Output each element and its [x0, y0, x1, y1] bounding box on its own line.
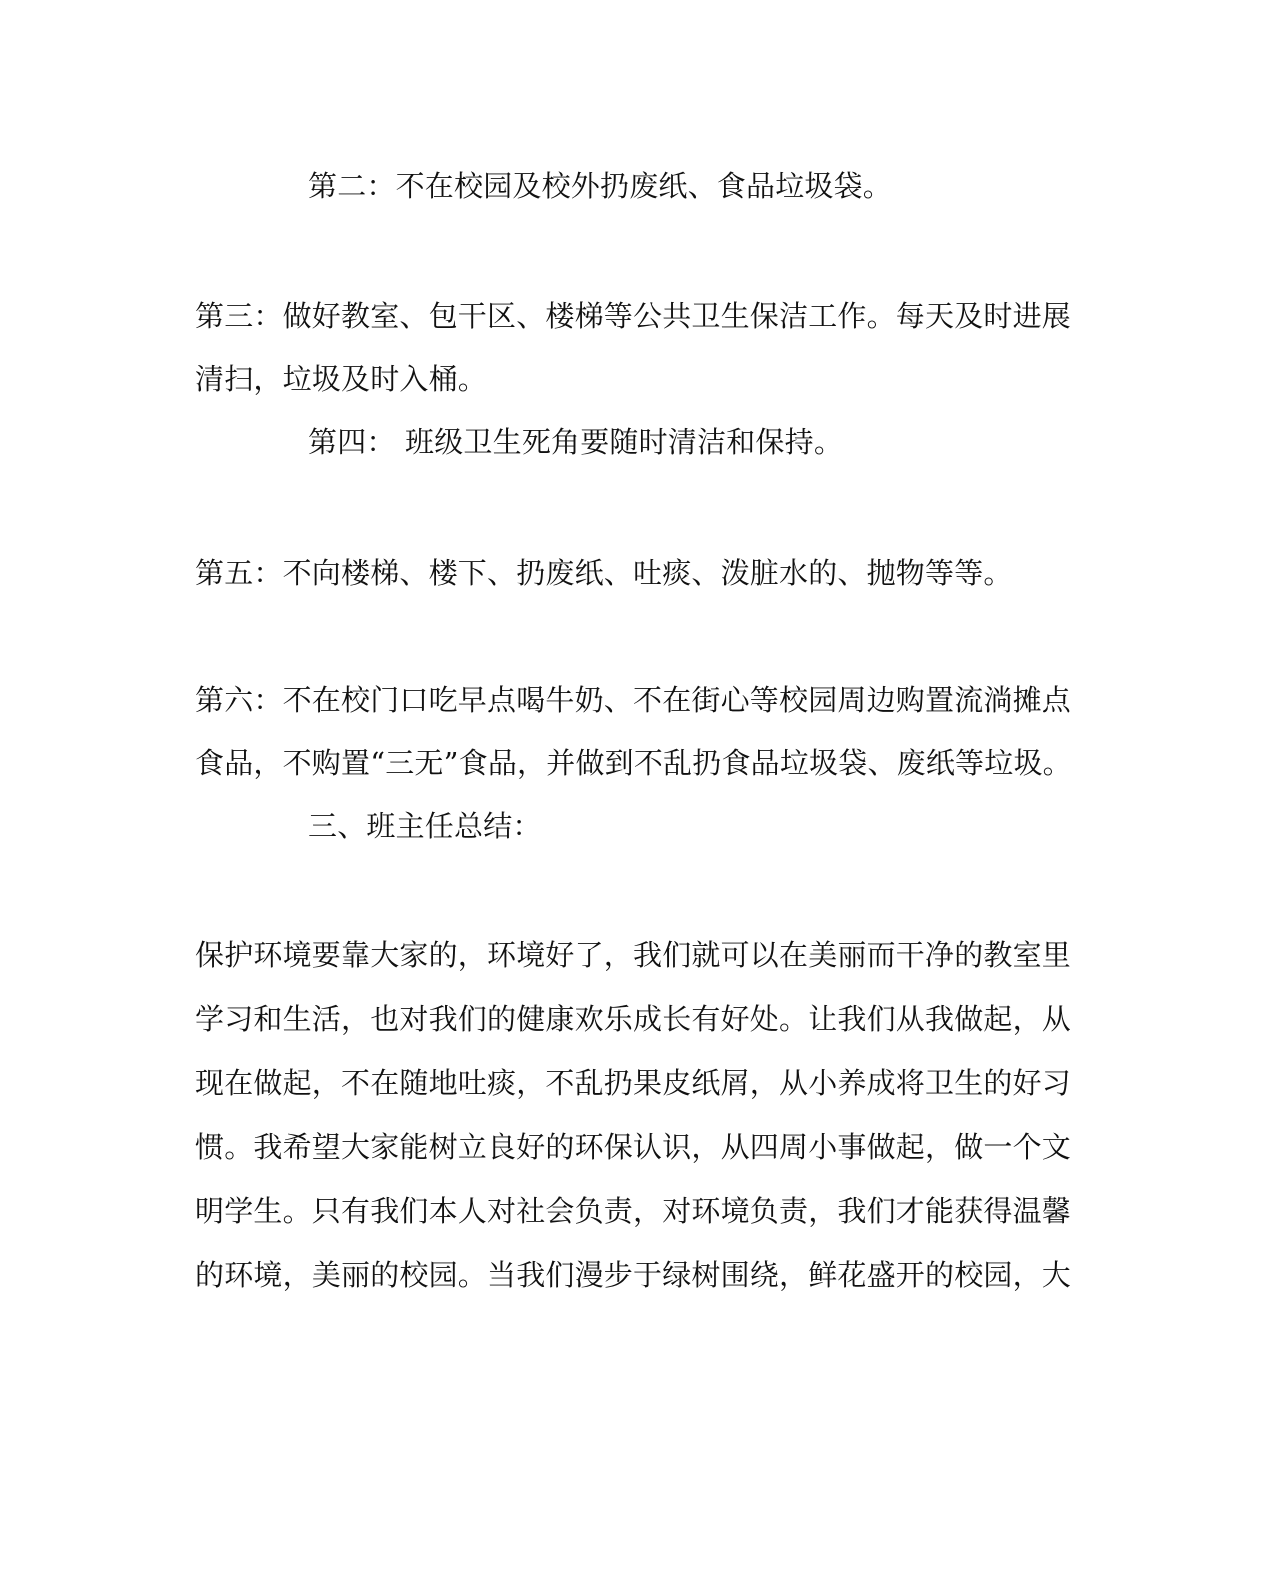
paragraph-line: 明学生。只有我们本人对社会负责，对环境负责，我们才能获得温馨 [195, 1194, 1072, 1228]
paragraph-line: 第三：做好教室、包干区、楼梯等公共卫生保洁工作。每天及时进展 [195, 299, 1072, 333]
paragraph-line: 现在做起，不在随地吐痰，不乱扔果皮纸屑，从小养成将卫生的好习 [195, 1066, 1072, 1100]
section-heading: 三、班主任总结： [308, 809, 542, 843]
paragraph-line: 的环境，美丽的校园。当我们漫步于绿树围绕，鲜花盛开的校园，大 [195, 1258, 1072, 1292]
paragraph-line: 食品，不购置“三无”食品，并做到不乱扔食品垃圾袋、废纸等垃圾。 [195, 746, 1072, 780]
paragraph-line: 第五：不向楼梯、楼下、扔废纸、吐痰、泼脏水的、抛物等等。 [195, 556, 1013, 590]
paragraph-line: 第四： 班级卫生死角要随时清洁和保持。 [308, 425, 844, 459]
paragraph-line: 保护环境要靠大家的，环境好了，我们就可以在美丽而干净的教室里 [195, 938, 1072, 972]
paragraph-line: 清扫，垃圾及时入桶。 [195, 362, 488, 396]
paragraph-line: 惯。我希望大家能树立良好的环保认识，从四周小事做起，做一个文 [195, 1130, 1072, 1164]
paragraph-line: 第六：不在校门口吃早点喝牛奶、不在街心等校园周边购置流淌摊点 [195, 683, 1072, 717]
paragraph-line: 第二：不在校园及校外扔废纸、食品垃圾袋。 [308, 169, 893, 203]
paragraph-line: 学习和生活，也对我们的健康欢乐成长有好处。让我们从我做起，从 [195, 1002, 1072, 1036]
